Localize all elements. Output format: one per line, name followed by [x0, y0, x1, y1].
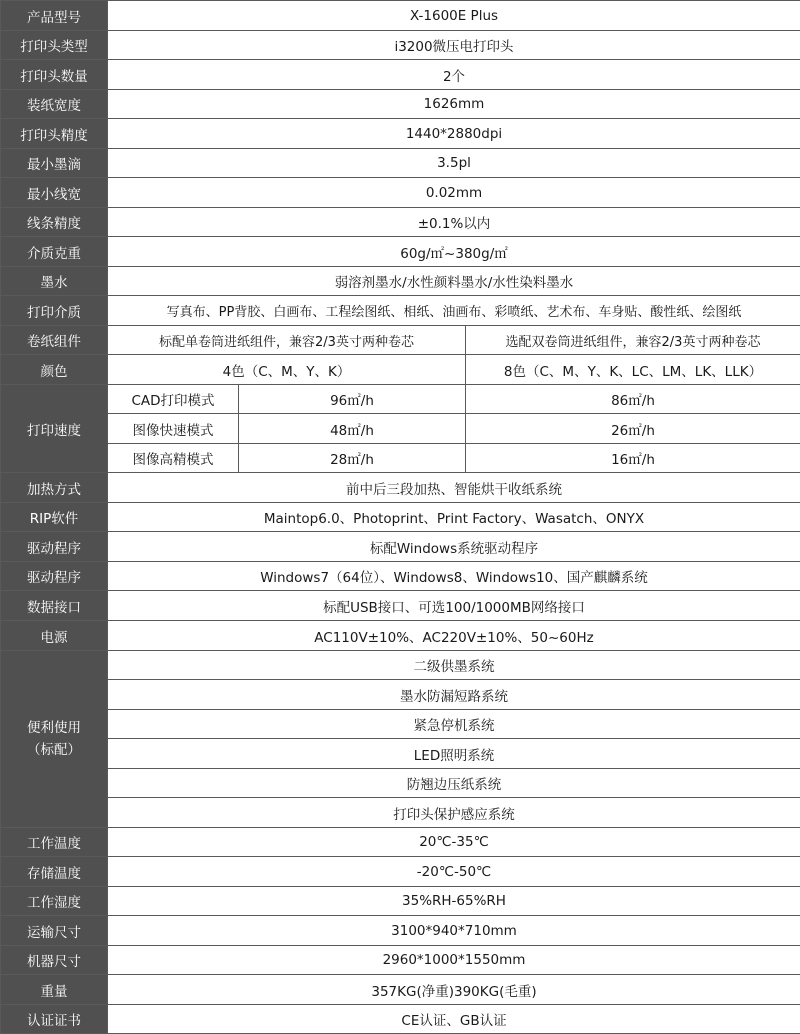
- row-value: CE认证、GB认证: [108, 1005, 800, 1034]
- speed-mode: 图像高精模式: [108, 444, 239, 473]
- row-label: 存储温度: [1, 857, 108, 887]
- row-value: 0.02mm: [108, 178, 800, 208]
- row-value: 20℃-35℃: [108, 828, 800, 857]
- row-value: 35%RH-65%RH: [108, 887, 800, 916]
- row-label: 工作温度: [1, 828, 108, 857]
- row-value-left: 标配单卷筒进纸组件，兼容2/3英寸两种卷芯: [108, 326, 466, 355]
- row-value: 3100*940*710mm: [108, 916, 800, 946]
- row-label: 数据接口: [1, 591, 108, 621]
- row-value: Windows7（64位）、Windows8、Windows10、国产麒麟系统: [108, 562, 800, 591]
- row-line-precision: [1, 208, 800, 237]
- row-driver-systems: [1, 562, 800, 591]
- row-convenience-6: [1, 798, 800, 828]
- row-machine-size: [1, 946, 800, 975]
- row-media-weight: [1, 237, 800, 267]
- row-speed-cad: [1, 385, 800, 414]
- speed-mode: 图像快速模式: [108, 414, 239, 444]
- row-speed-fast: [1, 414, 800, 444]
- row-value-right: 选配双卷筒进纸组件，兼容2/3英寸两种卷芯: [466, 326, 800, 355]
- row-value: 写真布、PP背胶、白画布、工程绘图纸、相纸、油画布、彩喷纸、艺术布、车身贴、酸性纸、绘图纸: [108, 296, 800, 326]
- row-head-count: [1, 60, 800, 90]
- row-label: 电源: [1, 621, 108, 651]
- row-value: 3.5pl: [108, 149, 800, 178]
- row-speed-hq: [1, 444, 800, 473]
- row-driver-standard: [1, 532, 800, 562]
- speed-8color: 26㎡/h: [466, 414, 800, 444]
- speed-mode: CAD打印模式: [108, 385, 239, 414]
- row-label: 线条精度: [1, 208, 108, 237]
- row-label: 机器尺寸: [1, 946, 108, 975]
- speed-4color: 96㎡/h: [239, 385, 466, 414]
- row-label: 打印介质: [1, 296, 108, 326]
- row-value: 2个: [108, 60, 800, 90]
- row-weight: [1, 975, 800, 1005]
- speed-8color: 16㎡/h: [466, 444, 800, 473]
- row-value: ±0.1%以内: [108, 208, 800, 237]
- row-label: 加热方式: [1, 473, 108, 503]
- row-value: 弱溶剂墨水/水性颜料墨水/水性染料墨水: [108, 267, 800, 296]
- row-value: 前中后三段加热、智能烘干收纸系统: [108, 473, 800, 503]
- row-label: 介质克重: [1, 237, 108, 267]
- row-value: -20℃-50℃: [108, 857, 800, 887]
- row-label: 颜色: [1, 355, 108, 385]
- row-ship-size: [1, 916, 800, 946]
- row-value-right: 8色（C、M、Y、K、LC、LM、LK、LLK）: [466, 355, 800, 385]
- row-cert: [1, 1005, 800, 1034]
- row-head-precision: [1, 119, 800, 149]
- row-value: X-1600E Plus: [108, 1, 800, 31]
- row-value: AC110V±10%、AC220V±10%、50~60Hz: [108, 621, 800, 651]
- row-label: 墨水: [1, 267, 108, 296]
- convenience-label: [1, 651, 108, 828]
- row-label: 打印头精度: [1, 119, 108, 149]
- row-value: 标配Windows系统驱动程序: [108, 532, 800, 562]
- row-storage-temp: [1, 857, 800, 887]
- convenience-label-line1: 便利使用: [27, 720, 81, 736]
- convenience-label-line2: （标配）: [27, 742, 81, 758]
- row-label: 认证证书: [1, 1005, 108, 1034]
- row-color: [1, 355, 800, 385]
- speed-4color: 48㎡/h: [239, 414, 466, 444]
- convenience-item: 墨水防漏短路系统: [108, 680, 800, 710]
- row-value: Maintop6.0、Photoprint、Print Factory、Wasatch、ONYX: [108, 503, 800, 532]
- row-label: 产品型号: [1, 1, 108, 31]
- row-min-line: [1, 178, 800, 208]
- row-value: 60g/㎡~380g/㎡: [108, 237, 800, 267]
- row-value-left: 4色（C、M、Y、K）: [108, 355, 466, 385]
- row-paper-width: [1, 90, 800, 119]
- row-interface: [1, 591, 800, 621]
- row-label: 驱动程序: [1, 532, 108, 562]
- row-label: 打印头数量: [1, 60, 108, 90]
- row-value: i3200微压电打印头: [108, 31, 800, 60]
- row-power: [1, 621, 800, 651]
- row-value: 标配USB接口、可选100/1000MB网络接口: [108, 591, 800, 621]
- row-rip: [1, 503, 800, 532]
- row-humidity: [1, 887, 800, 916]
- row-value: 1440*2880dpi: [108, 119, 800, 149]
- row-roll: [1, 326, 800, 355]
- row-label: 驱动程序: [1, 562, 108, 591]
- row-work-temp: [1, 828, 800, 857]
- row-label: 重量: [1, 975, 108, 1005]
- row-value: 357KG(净重)390KG(毛重): [108, 975, 800, 1005]
- convenience-item: 防翘边压纸系统: [108, 769, 800, 798]
- row-label: 打印头类型: [1, 31, 108, 60]
- row-label: 最小线宽: [1, 178, 108, 208]
- convenience-item: 紧急停机系统: [108, 710, 800, 739]
- row-label: 工作湿度: [1, 887, 108, 916]
- row-value: 1626mm: [108, 90, 800, 119]
- row-value: 2960*1000*1550mm: [108, 946, 800, 975]
- row-ink: [1, 267, 800, 296]
- row-convenience-5: [1, 769, 800, 798]
- row-heating: [1, 473, 800, 503]
- row-model: [1, 1, 800, 31]
- convenience-item: 二级供墨系统: [108, 651, 800, 680]
- row-convenience-2: [1, 680, 800, 710]
- row-convenience-3: [1, 710, 800, 739]
- convenience-item: LED照明系统: [108, 739, 800, 769]
- speed-4color: 28㎡/h: [239, 444, 466, 473]
- row-label: 最小墨滴: [1, 149, 108, 178]
- row-label: 装纸宽度: [1, 90, 108, 119]
- speed-8color: 86㎡/h: [466, 385, 800, 414]
- row-label: 打印速度: [1, 385, 108, 473]
- row-head-type: [1, 31, 800, 60]
- row-convenience-1: [1, 651, 800, 680]
- row-convenience-4: [1, 739, 800, 769]
- row-label: 卷纸组件: [1, 326, 108, 355]
- row-media: [1, 296, 800, 326]
- row-label: RIP软件: [1, 503, 108, 532]
- convenience-item: 打印头保护感应系统: [108, 798, 800, 828]
- row-label: 运输尺寸: [1, 916, 108, 946]
- row-min-drop: [1, 149, 800, 178]
